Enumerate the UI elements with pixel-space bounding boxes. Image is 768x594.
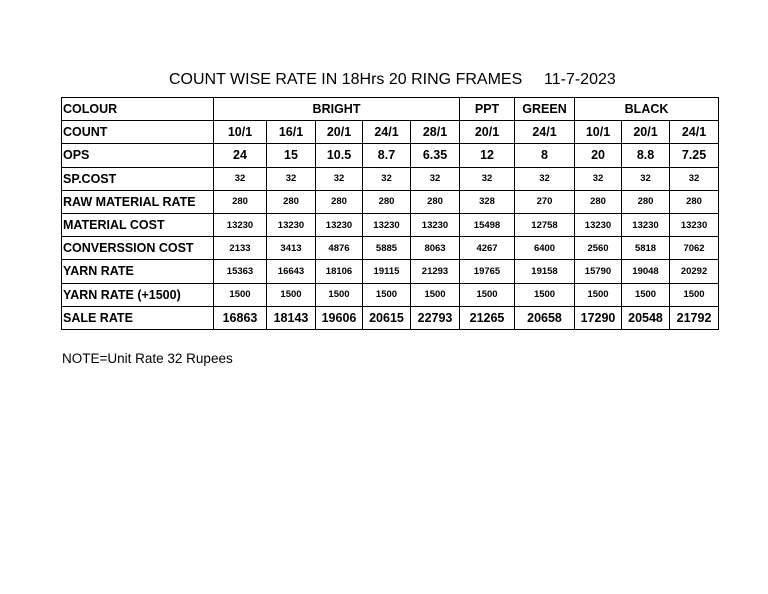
table-cell: 17290: [575, 306, 622, 329]
table-cell: 8.7: [363, 144, 411, 167]
table-row: [62, 190, 719, 213]
table-cell: 6400: [515, 237, 575, 260]
table-cell: 1500: [411, 283, 460, 306]
table-cell: 32: [575, 167, 622, 190]
table-cell: 1500: [267, 283, 316, 306]
table-cell: 32: [316, 167, 363, 190]
group-header-black: BLACK: [575, 98, 719, 121]
table-cell: 4267: [460, 237, 515, 260]
table-cell: 16863: [214, 306, 267, 329]
table-cell: 12758: [515, 213, 575, 236]
table-cell: 32: [460, 167, 515, 190]
row-label-colour: COLOUR: [62, 98, 214, 121]
document-heading: [0, 71, 768, 91]
table-cell: 18106: [316, 260, 363, 283]
table-cell: 1500: [670, 283, 719, 306]
table-cell: 13230: [670, 213, 719, 236]
table-cell: 10.5: [316, 144, 363, 167]
colour-row: [62, 98, 719, 121]
table-cell: 18143: [267, 306, 316, 329]
table-cell: 280: [411, 190, 460, 213]
table-cell: 20/1: [622, 121, 670, 144]
table-cell: 20292: [670, 260, 719, 283]
table-cell: 5818: [622, 237, 670, 260]
table-cell: 1500: [575, 283, 622, 306]
table-cell: 24/1: [515, 121, 575, 144]
document-title: COUNT WISE RATE IN 18Hrs 20 RING FRAMES: [169, 71, 523, 88]
table-row: [62, 144, 719, 167]
table-cell: 32: [267, 167, 316, 190]
table-cell: 280: [267, 190, 316, 213]
table-row: [62, 167, 719, 190]
table-cell: 24/1: [363, 121, 411, 144]
table-cell: 24: [214, 144, 267, 167]
table-cell: 16643: [267, 260, 316, 283]
table-cell: 32: [515, 167, 575, 190]
table-cell: 4876: [316, 237, 363, 260]
row-label: MATERIAL COST: [62, 213, 214, 236]
table-cell: 5885: [363, 237, 411, 260]
table-cell: 1500: [622, 283, 670, 306]
table-cell: 12: [460, 144, 515, 167]
table-cell: 20615: [363, 306, 411, 329]
table-cell: 32: [214, 167, 267, 190]
table-cell: 280: [622, 190, 670, 213]
table-cell: 2133: [214, 237, 267, 260]
table-cell: 32: [670, 167, 719, 190]
group-header-bright: BRIGHT: [214, 98, 460, 121]
row-label: RAW MATERIAL RATE: [62, 190, 214, 213]
table-cell: 19765: [460, 260, 515, 283]
table-cell: 19158: [515, 260, 575, 283]
table-row: [62, 237, 719, 260]
table-cell: 19606: [316, 306, 363, 329]
table-cell: 15790: [575, 260, 622, 283]
table-cell: 13230: [411, 213, 460, 236]
table-cell: 1500: [515, 283, 575, 306]
group-header-ppt: PPT: [460, 98, 515, 121]
table-cell: 280: [316, 190, 363, 213]
table-cell: 13230: [316, 213, 363, 236]
table-cell: 8.8: [622, 144, 670, 167]
table-cell: 7.25: [670, 144, 719, 167]
table-cell: 15498: [460, 213, 515, 236]
document-date: 11-7-2023: [544, 71, 616, 88]
table-cell: 10/1: [575, 121, 622, 144]
table-cell: 270: [515, 190, 575, 213]
table-cell: 19048: [622, 260, 670, 283]
row-label: SALE RATE: [62, 306, 214, 329]
table-row: [62, 283, 719, 306]
table-cell: 10/1: [214, 121, 267, 144]
table-cell: 13230: [267, 213, 316, 236]
table-cell: 28/1: [411, 121, 460, 144]
table-cell: 24/1: [670, 121, 719, 144]
table-cell: 280: [363, 190, 411, 213]
row-label: COUNT: [62, 121, 214, 144]
row-label: CONVERSSION COST: [62, 237, 214, 260]
table-cell: 13230: [622, 213, 670, 236]
table-cell: 13230: [214, 213, 267, 236]
table-cell: 2560: [575, 237, 622, 260]
table-cell: 15: [267, 144, 316, 167]
table-row: [62, 306, 719, 329]
table-row: [62, 260, 719, 283]
table-cell: 16/1: [267, 121, 316, 144]
table-cell: 280: [214, 190, 267, 213]
table-cell: 20: [575, 144, 622, 167]
table-cell: 21265: [460, 306, 515, 329]
table-cell: 6.35: [411, 144, 460, 167]
table-cell: 20658: [515, 306, 575, 329]
row-label: YARN RATE (+1500): [62, 283, 214, 306]
group-header-green: GREEN: [515, 98, 575, 121]
table-cell: 32: [411, 167, 460, 190]
table-cell: 280: [575, 190, 622, 213]
table-cell: 13230: [363, 213, 411, 236]
table-cell: 8063: [411, 237, 460, 260]
table-cell: 32: [363, 167, 411, 190]
row-label: YARN RATE: [62, 260, 214, 283]
table-cell: 1500: [214, 283, 267, 306]
table-cell: 21293: [411, 260, 460, 283]
table-cell: 1500: [363, 283, 411, 306]
table-row: [62, 121, 719, 144]
table-cell: 20/1: [316, 121, 363, 144]
table-cell: 22793: [411, 306, 460, 329]
note-text: NOTE=Unit Rate 32 Rupees: [62, 351, 233, 366]
table-cell: 20/1: [460, 121, 515, 144]
table-cell: 1500: [316, 283, 363, 306]
table-cell: 280: [670, 190, 719, 213]
table-cell: 3413: [267, 237, 316, 260]
table-cell: 13230: [575, 213, 622, 236]
row-label: OPS: [62, 144, 214, 167]
table-cell: 32: [622, 167, 670, 190]
table-cell: 8: [515, 144, 575, 167]
table-cell: 1500: [460, 283, 515, 306]
table-cell: 7062: [670, 237, 719, 260]
table-cell: 20548: [622, 306, 670, 329]
table-cell: 15363: [214, 260, 267, 283]
table-cell: 328: [460, 190, 515, 213]
count-rate-table: [61, 97, 719, 330]
row-label: SP.COST: [62, 167, 214, 190]
table-row: [62, 213, 719, 236]
table-cell: 19115: [363, 260, 411, 283]
table-cell: 21792: [670, 306, 719, 329]
